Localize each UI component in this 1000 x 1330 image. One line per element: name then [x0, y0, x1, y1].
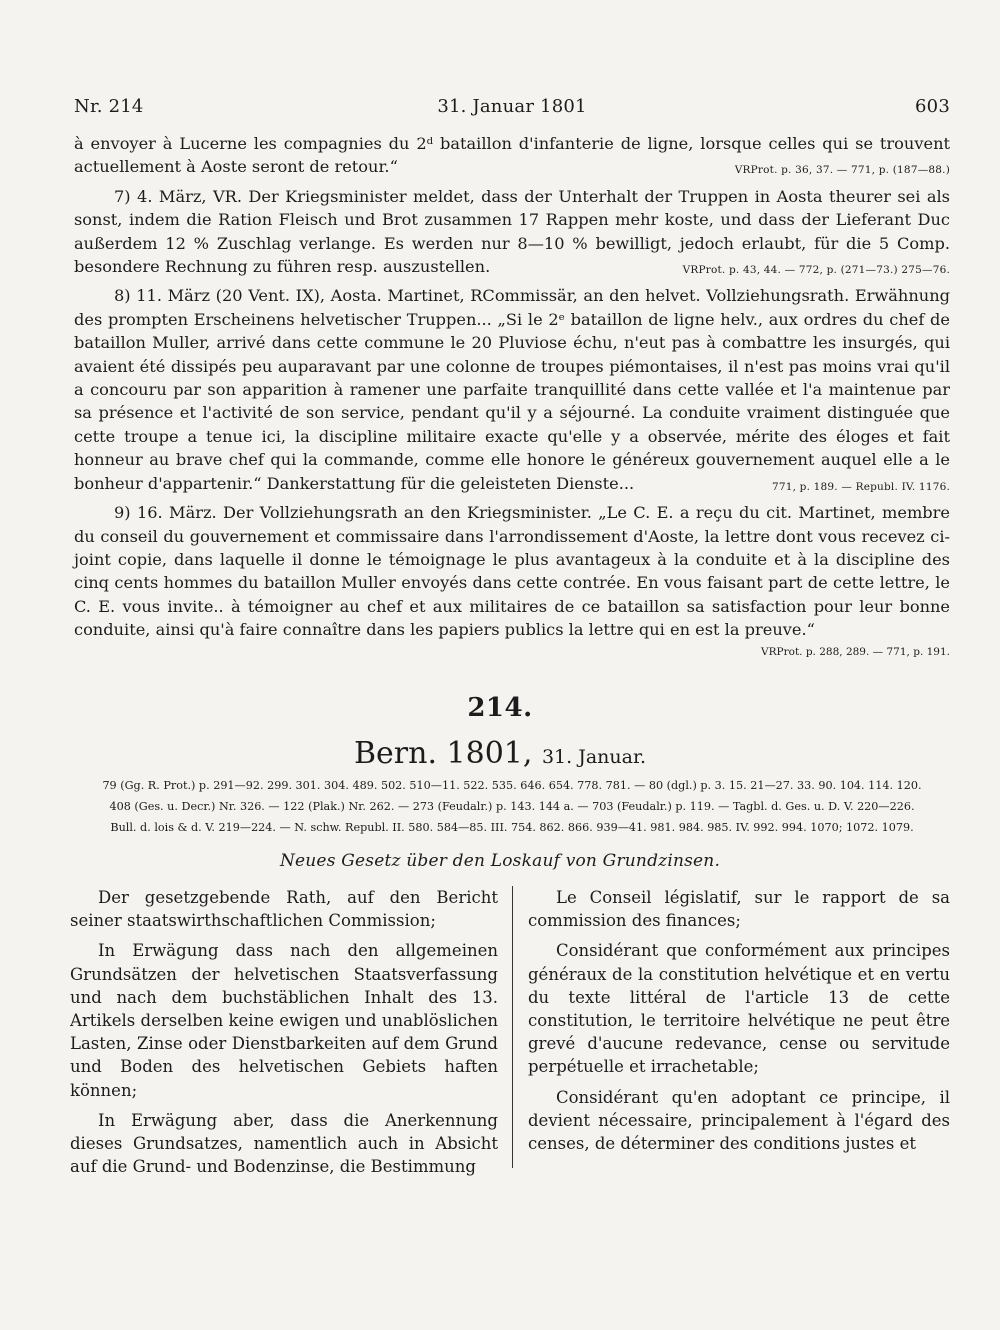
german-column: [70, 886, 498, 1185]
continuation-text: à envoyer à Lucerne les compagnies du 2ᵈ bataillon d'infanterie de ligne, lorsque celles qui se trouvent actuellement à Aoste seront de retour.“: [74, 134, 950, 177]
sources-line: 79 (Gg. R. Prot.) p. 291—92. 299. 301. 304. 489. 502. 510—11. 522. 535. 646. 654. 778. 781. — 80 (dgl.) p. 3. 15. 21—27. 33. 90. 104. 114. 120.: [102, 779, 922, 792]
entry-text: 7) 4. März, VR. Der Kriegsminister meldet, dass der Unterhalt der Truppen in Aosta theurer sei als sonst, indem die Ration Fleisch und Brot zusammen 17 Rappen mehr koste, und dass der Lieferant Duc außerdem 12 % Zuschlag verlange. Es werden nur 8—10 % bewilligt, jedoch erlaubt, für die 5 Comp. besondere Rechnung zu führen resp. auszustellen.: [74, 186, 950, 277]
french-paragraph: Considérant que conformément aux principes généraux de la constitution helvétique et en vertu du texte littéral de l'article 13 de cette constitution, le territoire helvétique ne peut être grevé d'aucune redevance, cense ou servitude perpétuelle et irrachetable;: [528, 941, 950, 1077]
document-number-header: Nr. 214: [74, 96, 144, 117]
entry-text: 8) 11. März (20 Vent. IX), Aosta. Martinet, RCommissär, an den helvet. Vollziehungsrath. Erwähnung des prompten Erscheinens helvetischer Truppen... „Si le 2ᵉ bataillon de ligne helv., aux ordres du chef de bataillon Muller, arrivé dans cette commune le 20 Pluviose échu, n'eut pas à combattre les insurgés, qui avaient été dissipés peu auparavant par une colonne de troupes piémontaises, il n'est pas moins vrai qu'il a concouru par son apparition à ramener une parfaite tranquillité dans cette vallée et l'a maintenue par sa présence et l'activité de son service, pendant qu'il y a séjourné. La conduite vraiment distinguée que cette troupe a tenue ici, la discipline militaire exacte qu'elle y a observée, mérite des éloges et fait honneur au brave chef qui la commande, comme elle honore le généreux gouvernement auquel elle a le bonheur d'appartenir.“ Dankerstattung für die geleisteten Dienste...: [74, 286, 950, 493]
german-paragraph: Der gesetzgebende Rath, auf den Bericht seiner staatswirthschaftlichen Commission;: [70, 888, 498, 931]
entry-9: [74, 501, 950, 641]
running-head: [74, 96, 950, 120]
document-place: Bern. 1801,: [353, 736, 533, 771]
header-date: 31. Januar 1801: [437, 96, 587, 117]
french-paragraph: Considérant qu'en adoptant ce principe, il devient nécessaire, principalement à l'égard des censes, de déterminer des conditions justes et: [528, 1087, 950, 1154]
german-paragraph: In Erwägung aber, dass die Anerkennung dieses Grundsatzes, namentlich auch in Absicht auf die Grund- und Bodenzinse, die Bestimmung: [70, 1110, 498, 1177]
entry-text: 9) 16. März. Der Vollziehungsrath an den Kriegsminister. „Le C. E. a reçu du cit. Martinet, membre du conseil du gouvernement et commissaire dans l'arrondissement d'Aoste, la lettre dont vous recevez ci-joint copie, dans laquelle il donne le témoignage le plus avantageux à la conduite et à la discipline des cinq cents hommes du bataillon Muller envoyés dans cette contrée. En vous faisant part de cette lettre, le C. E. vous invite.. à témoigner au chef et aux militaires de ce bataillon sa satisfaction pour leur bonne conduite, ainsi qu'à faire connaître dans les papiers publics la lettre qui en est la preuve.“: [74, 503, 950, 640]
continuation-ref: VRProt. p. 36, 37. — 771, p. (187—88.): [734, 164, 950, 177]
french-column: [528, 886, 950, 1162]
law-title: Neues Gesetz über den Loskauf von Grundzinsen.: [279, 851, 721, 871]
document-number: 214.: [467, 693, 533, 723]
entry-ref: VRProt. p. 43, 44. — 772, p. (271—73.) 275—76.: [682, 264, 950, 277]
entry-7: [74, 185, 950, 279]
entry-8: [74, 284, 950, 495]
german-paragraph: In Erwägung dass nach den allgemeinen Grundsätzen der helvetischen Staatsverfassung und nach dem buchstäblichen Inhalt des 13. Artikels derselben keine ewigen und unablöslichen Lasten, Zinse oder Dienstbarkeiten auf dem Grund und Boden des helvetischen Gebiets haften können;: [70, 941, 498, 1100]
sources-line: Bull. d. lois & d. V. 219—224. — N. schw. Republ. II. 580. 584—85. III. 754. 862. 866. 939—41. 981. 984. 985. IV. 992. 994. 1070; 1072. 1079.: [110, 821, 914, 834]
french-paragraph: Le Conseil législatif, sur le rapport de sa commission des finances;: [528, 888, 950, 931]
document-date: 31. Januar.: [541, 746, 646, 768]
entry-ref: VRProt. p. 288, 289. — 771, p. 191.: [761, 645, 950, 658]
column-divider: [512, 886, 513, 1168]
document-place-date: [0, 734, 1000, 777]
sources-line: 408 (Ges. u. Decr.) Nr. 326. — 122 (Plak.) Nr. 262. — 273 (Feudalr.) p. 143. 144 a. — 703 (Feudalr.) p. 119. — Tagbl. d. Ges. u. D. V. 220—226.: [109, 800, 915, 813]
continuation-paragraph: [74, 132, 950, 179]
sources-block: [74, 775, 950, 838]
notes-section: [74, 132, 950, 662]
entry-ref: 771, p. 189. — Republ. IV. 1176.: [771, 480, 950, 493]
page-number: 603: [915, 96, 950, 117]
